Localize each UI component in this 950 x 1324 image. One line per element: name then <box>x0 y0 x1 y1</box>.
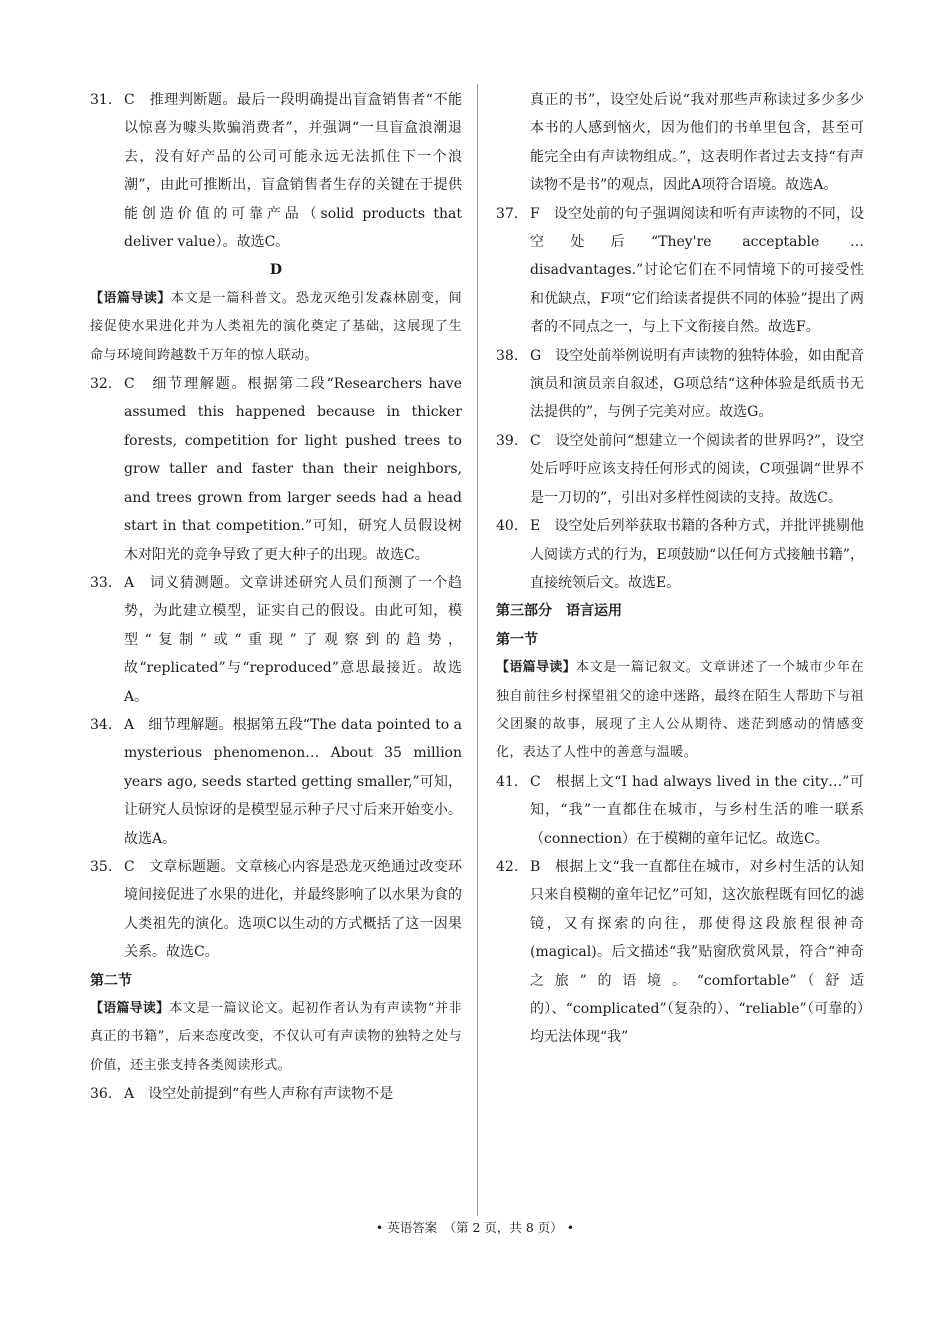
part-heading-3: 第三部分 语言运用 <box>496 603 622 620</box>
question-number: 37. <box>496 205 519 222</box>
answer-42 <box>496 853 864 1052</box>
question-number: 39. <box>496 432 519 449</box>
left-column <box>90 86 462 1109</box>
answer-39 <box>496 427 864 512</box>
answer-text: C 细节理解题。根据第二段“Researchers have assumed this happened because in thicker forests, competition for light pushed trees to grow taller and faster than their neighbors, and trees grown from larger seeds had a head start in that competition.”可知，研究人员假设树木对阳光的竞争导致了更大种子的出现。故选C。 <box>124 376 462 563</box>
right-column <box>496 86 864 1052</box>
question-number: 41. <box>496 773 519 790</box>
page-footer: • 英语答案 （第 2 页，共 8 页） • <box>375 1220 575 1235</box>
question-number: 33. <box>90 574 113 591</box>
answer-text: C 设空处前问“想建立一个阅读者的世界吗?”，设空处后呼吁应该支持任何形式的阅读，C项强调“世界不是一刀切的”，引出对多样性阅读的支持。故选C。 <box>530 432 864 506</box>
question-number: 42. <box>496 858 519 875</box>
guide-text: 本文是一篇议论文。起初作者认为有声读物“并非真正的书籍”，后来态度改变，不仅认可有声读物的独特之处与价值，还主张支持各类阅读形式。 <box>90 1001 462 1073</box>
answer-41 <box>496 768 864 853</box>
guide-tag: 【语篇导读】 <box>90 290 171 306</box>
column-divider <box>477 84 478 1216</box>
answer-text: B 根据上文“我一直都住在城市，对乡村生活的认知只来自模糊的童年记忆”可知，这次旅程既有回忆的滤镜，又有探索的向往，那使得这段旅程很神奇(magical)。后文描述“我”贴窗欣赏风景，符合“神奇之旅”的语境。“comfortable”（舒适的）、“complicated”（复杂的）、“reliable”（可靠的）均无法体现“我” <box>530 858 864 1046</box>
answer-text: E 设空处后列举获取书籍的各种方式，并批评挑剔他人阅读方式的行为，E项鼓励“以任何方式接触书籍”，直接统领后文。故选E。 <box>530 518 864 591</box>
answer-34 <box>90 711 462 853</box>
question-number: 40. <box>496 518 519 535</box>
answer-33 <box>90 569 462 711</box>
answer-36 <box>90 1080 462 1108</box>
answer-text: C 文章标题题。文章核心内容是恐龙灭绝通过改变环境间接促进了水果的进化，并最终影响了以水果为食的人类祖先的演化。选项C以生动的方式概括了这一因果关系。故选C。 <box>124 858 462 961</box>
answer-text: C 推理判断题。最后一段明确提出盲盒销售者“不能以惊喜为噱头欺骗消费者”，并强调“一旦盲盒浪潮退去，没有好产品的公司可能永远无法抓住下一个浪潮”，由此可推断出，盲盒销售者生存的关键在于提供能创造价值的可靠产品（solid products that deliver value）。故选C。 <box>124 92 462 251</box>
section-heading-1: 第一节 <box>496 631 538 648</box>
answer-37 <box>496 200 864 342</box>
answer-32 <box>90 370 462 569</box>
guide-text: 本文是一篇记叙文。文章讲述了一个城市少年在独自前往乡村探望祖父的途中迷路，最终在陌生人帮助下与祖父团聚的故事，展现了主人公从期待、迷茫到感动的情感变化，表达了人性中的善意与温暖。 <box>496 660 864 761</box>
answer-text: A 词义猜测题。文章讲述研究人员们预测了一个趋势，为此建立模型，证实自己的假设。由此可知，模型“复制”或“重现”了观察到的趋势，故“replicated”与“reproduced”意思最接近。故选A。 <box>124 574 462 705</box>
question-number: 35. <box>90 858 113 875</box>
answer-40 <box>496 512 864 597</box>
passage-guide-1 <box>496 654 864 768</box>
guide-tag: 【语篇导读】 <box>90 1001 170 1016</box>
answer-35 <box>90 853 462 967</box>
answer-text: C 根据上文“I had always lived in the city…”可知，“我”一直都住在城市，与乡村生活的唯一联系（connection）在于模糊的童年记忆。故选C。 <box>530 773 864 847</box>
answer-text: G 设空处前举例说明有声读物的独特体验，如由配音演员和演员亲自叙述，G项总结“这种体验是纸质书无法提供的”，与例子完美对应。故选G。 <box>530 347 864 421</box>
question-number: 36. <box>90 1086 113 1103</box>
answer-text: A 设空处前提到“有些人声称有声读物不是 <box>124 1086 394 1103</box>
question-number: 31. <box>90 92 113 108</box>
passage-guide-2 <box>90 995 462 1080</box>
question-number: 34. <box>90 716 113 733</box>
guide-text: 本文是一篇科普文。恐龙灭绝引发森林剧变，间接促使水果进化并为人类祖先的演化奠定了基础，这展现了生命与环境间跨越数千万年的惊人联动。 <box>90 290 462 363</box>
guide-tag: 【语篇导读】 <box>496 660 576 676</box>
answer-text: F 设空处前的句子强调阅读和听有声读物的不同，设空处后“They're acceptable … disadvantages.”讨论它们在不同情境下的可接受性和优缺点，F项“它们给读者提供不同的体验”提出了两者的不同点之一，与上下文衔接自然。故选F。 <box>530 205 864 336</box>
answer-38 <box>496 342 864 427</box>
answer-31 <box>90 86 462 256</box>
passage-guide-d <box>90 285 462 370</box>
section-heading-d: D <box>269 262 283 279</box>
question-number: 38. <box>496 347 519 364</box>
section-heading-2: 第二节 <box>90 972 132 989</box>
question-number: 32. <box>90 376 113 393</box>
answer-text: A 细节理解题。根据第五段“The data pointed to a mysterious phenomenon… About 35 million years ago, seeds started getting smaller,”可知，让研究人员惊讶的是模型显示种子尺寸后来开始变小。故选A。 <box>124 716 462 847</box>
answer-36-continued: 真正的书”，设空处后说“我对那些声称读过多少多少本书的人感到恼火，因为他们的书单里包含，甚至可能完全由有声读物组成。”，这表明作者过去支持“有声读物不是书”的观点，因此A项符合语境。故选A。 <box>530 92 864 194</box>
